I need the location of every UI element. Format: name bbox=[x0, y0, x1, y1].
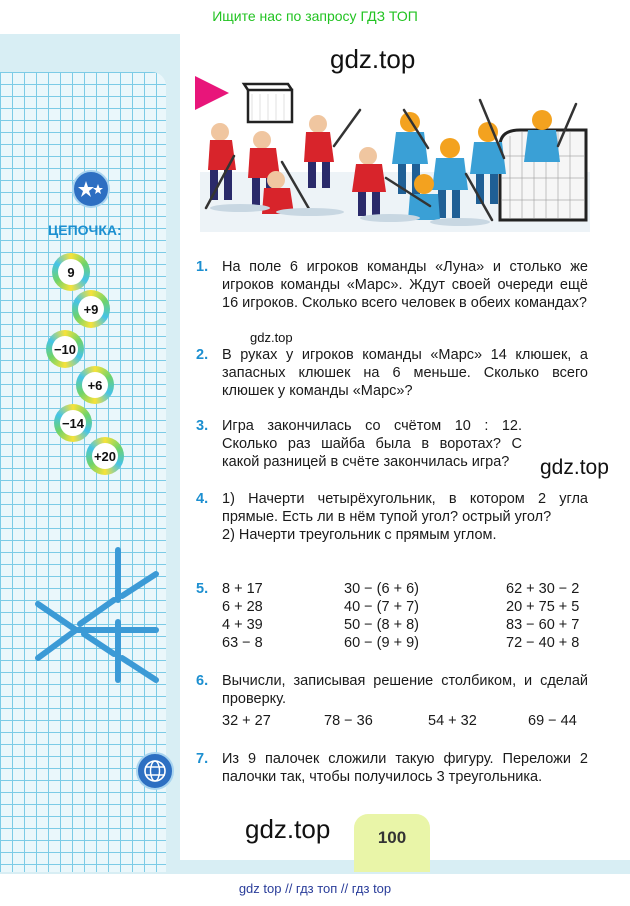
globe-icon bbox=[136, 752, 174, 790]
expression: 63 − 8 bbox=[222, 635, 263, 651]
expression: 83 − 60 + 7 bbox=[506, 617, 580, 633]
task-text bbox=[222, 490, 588, 544]
task-line: 1) Начерти четырёхугольник, в котором 2 угла прямые. Есть ли в нём тупой угол? острый угол? bbox=[222, 491, 588, 525]
task-number: 1. bbox=[196, 259, 209, 275]
chain-bubble bbox=[86, 437, 124, 475]
watermark: gdz.top bbox=[250, 330, 293, 345]
chain-bubble bbox=[54, 404, 92, 442]
expression: 20 + 75 + 5 bbox=[506, 599, 580, 615]
expression: 30 − (6 + 6) bbox=[344, 581, 419, 597]
expression: 6 + 28 bbox=[222, 599, 263, 615]
hockey-illustration bbox=[200, 80, 590, 232]
chain-value: +6 bbox=[82, 372, 108, 398]
expression: 62 + 30 − 2 bbox=[506, 581, 580, 597]
expression: 4 + 39 bbox=[222, 617, 263, 633]
chain-bubble bbox=[76, 366, 114, 404]
expression: 72 − 40 + 8 bbox=[506, 635, 580, 651]
task-number: 6. bbox=[196, 673, 209, 689]
expression: 50 − (8 + 8) bbox=[344, 617, 419, 633]
chain-value: 9 bbox=[58, 259, 84, 285]
example: 78 − 36 bbox=[324, 713, 373, 729]
chain-bubble bbox=[46, 330, 84, 368]
task-text: На поле 6 игроков команды «Луна» и столько же игроков команды «Марс». Ждут своей очереди ещё 16 игроков. Сколько всего человек в обеих командах? bbox=[222, 259, 588, 311]
watermark: gdz.top bbox=[330, 44, 416, 74]
chain-value: +9 bbox=[78, 296, 104, 322]
expression-column bbox=[344, 580, 419, 652]
task-6 bbox=[196, 672, 596, 732]
expression-column bbox=[222, 580, 263, 652]
watermark: gdz.top bbox=[245, 814, 331, 844]
task-text: В руках у игроков команды «Марс» 14 клюшек, а запасных клюшек на 6 меньше. Сколько всего клюшек у команды «Марс»? bbox=[222, 347, 588, 399]
stars-icon bbox=[72, 170, 110, 208]
expression-column bbox=[506, 580, 579, 652]
sticks-figure bbox=[30, 540, 170, 690]
example: 54 + 32 bbox=[428, 713, 477, 729]
example: 32 + 27 bbox=[222, 713, 271, 729]
chain-value: −10 bbox=[52, 336, 78, 362]
watermark: gdz.top bbox=[540, 456, 609, 479]
task-number: 3. bbox=[196, 418, 209, 434]
page-number: 100 bbox=[377, 828, 407, 847]
chain-bubble bbox=[72, 290, 110, 328]
chain-title: ЦЕПОЧКА: bbox=[48, 222, 122, 238]
task-number: 5. bbox=[196, 581, 209, 597]
expression: 60 − (9 + 9) bbox=[344, 635, 419, 651]
task-line: 2) Начерти треугольник с прямым углом. bbox=[222, 527, 497, 543]
task-number: 7. bbox=[196, 751, 209, 767]
expression: 8 + 17 bbox=[222, 581, 263, 597]
chain-value: +20 bbox=[92, 443, 118, 469]
task-text: Игра закончилась со счётом 10 : 12. Сколько раз шайба была в воротах? С какой разницей в счёте закончилась игра? bbox=[222, 418, 522, 470]
task-5 bbox=[196, 580, 596, 652]
top-banner[interactable]: Ищите нас по запросу ГДЗ ТОП bbox=[212, 8, 418, 24]
chain-bubble bbox=[52, 253, 90, 291]
chain-value: −14 bbox=[60, 410, 86, 436]
task-text: Вычисли, записывая решение столбиком, и сделай проверку. bbox=[222, 673, 588, 707]
task-number: 2. bbox=[196, 347, 209, 363]
expression: 40 − (7 + 7) bbox=[344, 599, 419, 615]
footer-links[interactable]: gdz top // гдз топ // гдз top bbox=[238, 881, 392, 896]
task-number: 4. bbox=[196, 491, 209, 507]
task-text: Из 9 палочек сложили такую фигуру. Переложи 2 палочки так, чтобы получилось 3 треугольника. bbox=[222, 751, 588, 785]
example: 69 − 44 bbox=[528, 713, 577, 729]
